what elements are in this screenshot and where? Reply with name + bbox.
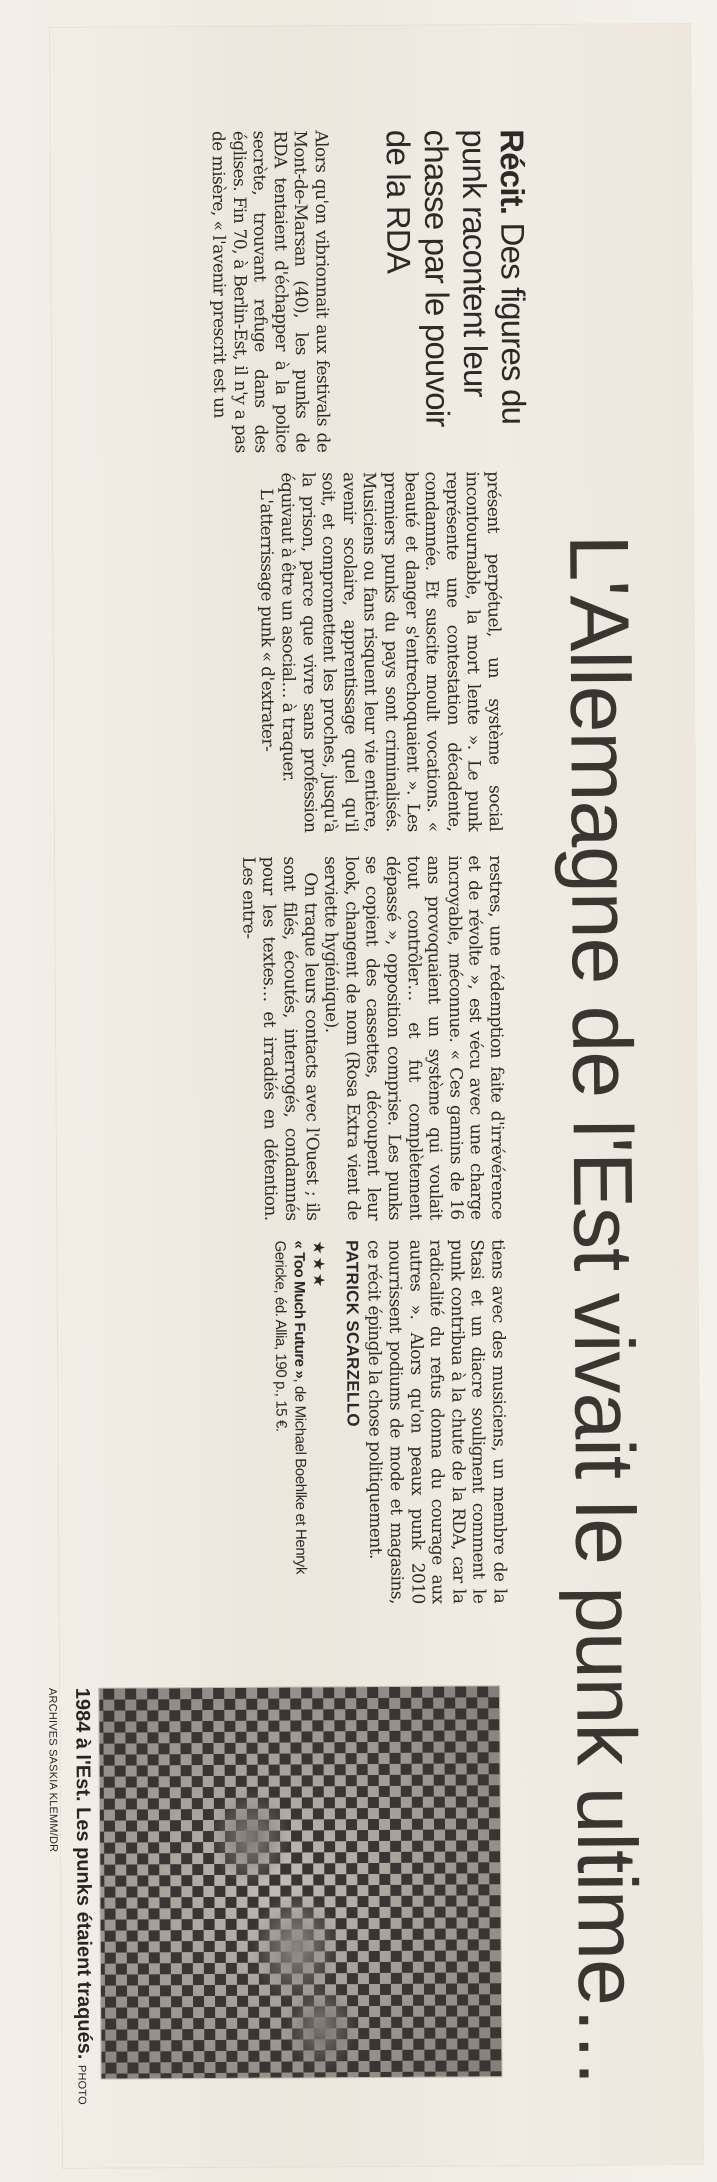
photo-credit: PHOTO ARCHIVES SASKIA KLEMM/DR — [46, 1687, 88, 2105]
article — [46, 24, 703, 2168]
deck-kicker: Récit. — [493, 129, 532, 215]
newspaper-clipping — [46, 24, 703, 2168]
deck — [379, 129, 533, 450]
photo-shading — [99, 1686, 501, 2078]
column-4 — [270, 1239, 510, 1604]
column-3-text-b: On traque leurs contacts avec l'Ouest ; ils sont filés, écoutés, interrogés, condamnés pour les textes… et irradiés en détention. Les entre- — [237, 856, 322, 1221]
book-details: , de Michael Boehlke et Henryk Gericke, éd. Allia, 190 p., 15 €. — [271, 1240, 310, 1575]
column-4-text: tiens avec des musiciens, un membre de la Stasi et un diacre soulignent comment le punk contribua à la chute de la RDA, car la radicalité du refus donna du courage aux autres ». Alors qu'on peaux punk 2010 nourrissent podiums de mode et magasins, ce récit épingle la chose politiquement. — [363, 1239, 510, 1604]
column-1-text: Alors qu'on vibrionnait aux festivals de Mont-de-Marsan (40), les punks de RDA tentaient d'échapper à la police secrète, trouvant refuge dans des églises. Fin 70, à Berlin-Est, il n'y a pas de misère, « l'avenir prescrit est un — [207, 130, 333, 453]
column-3-text: restres, une rédemption faite d'irrévérence et de révolte », est vécu avec une charge incroyable, méconnue. « Ces gamins de 16 ans provoquaient un système qui voulait tout contrôler… et fut complètement dépassé », opposition comprise. Les punks se copient des cassettes, découpent leur look, changent de nom (Rosa Extra vient de serviette hygiénique). — [320, 855, 508, 1221]
column-1 — [207, 130, 333, 453]
column-2-text-b: L'atterrissage punk « d'extrater- — [256, 488, 278, 752]
column-3 — [237, 855, 507, 1221]
column-2 — [256, 471, 505, 833]
column-2-text: présent perpétuel, un système social incontournable, la mort lente ». Le punk représente une contestation décadente, condamnée. Et suscite moult vocations. « beauté et danger s'entrechoquaient ». Les premiers punks du pays sont criminalisés. Musiciens ou fans risquent leur vie entière, avenir scolaire, apprentissage quel qu'il soit, et compromettent les proches, jusqu'à la prison, parce que vivre sans profession équivaut à être un asocial… à traquer. — [276, 471, 505, 833]
rating-stars: ★★★ — [309, 1240, 329, 1290]
author-signature: PATRICK SCARZELLO — [342, 1240, 363, 1427]
deck-text: Des figures du punk racontent leur chasse par le pouvoir de la RDA — [379, 129, 533, 427]
book-reference — [270, 1240, 310, 1604]
punk-photo — [98, 1685, 502, 2079]
caption-text: 1984 à l'Est. Les punks étaient traqués. — [71, 1687, 96, 2060]
headline: L'Allemagne de l'Est vivait le punk ultime… — [552, 534, 656, 2089]
book-title: « Too Much Future » — [290, 1240, 308, 1379]
photo-caption — [40, 1688, 97, 2118]
